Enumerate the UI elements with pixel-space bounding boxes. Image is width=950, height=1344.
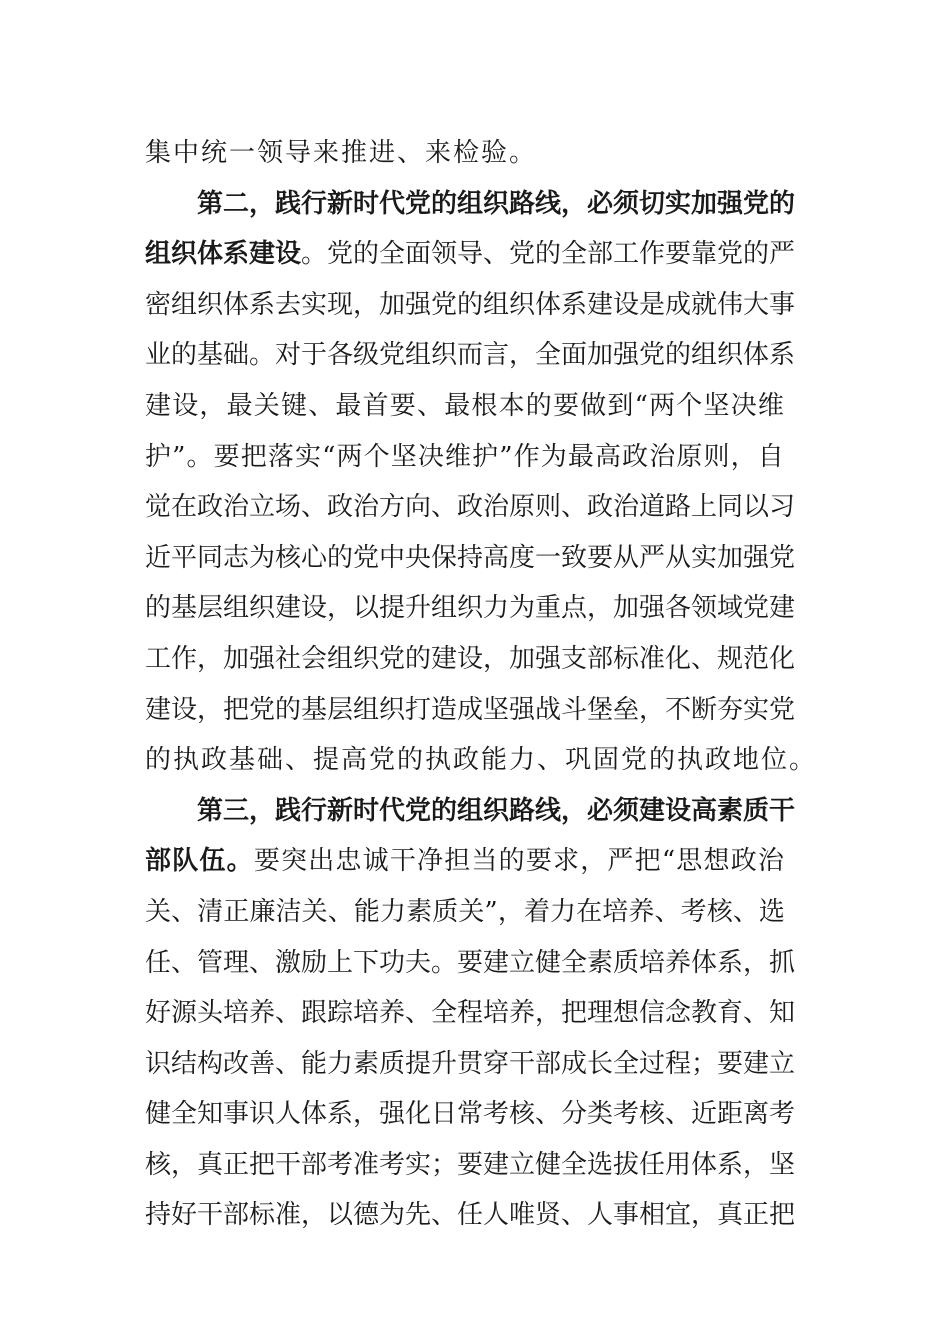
text-run: 的执政基础、提高党的执政能力、巩固党的执政地位。	[145, 745, 818, 776]
text-line	[145, 735, 818, 786]
bold-text: 部队伍。	[145, 846, 254, 877]
text-line	[145, 229, 796, 280]
text-run: 好源头培养、跟踪培养、全程培养，把理想信念教育、知	[145, 998, 796, 1029]
text-line	[145, 938, 796, 989]
text-run: 的基层组织建设，以提升组织力为重点，加强各领域党建	[145, 593, 796, 624]
text-run: 识结构改善、能力素质提升贯穿干部成长全过程；要建立	[145, 1048, 796, 1079]
text-run: 工作，加强社会组织党的建设，加强支部标准化、规范化	[145, 643, 796, 674]
text-line	[145, 1039, 796, 1090]
text-run: 健全知事识人体系，强化日常考核、分类考核、近距离考	[145, 1099, 796, 1130]
text-line	[145, 685, 796, 736]
text-line	[145, 128, 785, 179]
text-line	[145, 280, 796, 331]
text-line	[145, 482, 796, 533]
body-text	[145, 128, 818, 1241]
text-run: 业的基础。对于各级党组织而言，全面加强党的组织体系	[145, 340, 796, 371]
bold-text: 第二，践行新时代党的组织路线，必须切实加强党的	[197, 188, 796, 219]
text-run: 任、管理、激励上下功夫。要建立健全素质培养体系，抓	[145, 947, 796, 978]
text-run: 密组织体系去实现，加强党的组织体系建设是成就伟大事	[145, 289, 796, 320]
text-line	[145, 533, 796, 584]
text-run: 集中统一领导来推进、来检验。	[145, 138, 538, 168]
text-line	[145, 634, 796, 685]
text-run: 核，真正把干部考准考实；要建立健全选拔任用体系，坚	[145, 1149, 796, 1180]
text-line	[145, 330, 796, 381]
text-line	[145, 786, 796, 837]
text-run: 。党的全面领导、党的全部工作要靠党的严	[301, 239, 796, 270]
text-run: 建设，最关键、最首要、最根本的要做到“两个坚决维	[145, 390, 786, 421]
text-line	[145, 1190, 796, 1241]
text-run: 觉在政治立场、政治方向、政治原则、政治道路上同以习	[145, 492, 796, 523]
text-line	[145, 381, 785, 432]
text-run: 护”。要把落实“两个坚决维护”作为最高政治原则，自	[145, 441, 785, 472]
text-run: 建设，把党的基层组织打造成坚强战斗堡垒，不断夯实党	[145, 694, 796, 725]
text-run: 关、清正廉洁关、能力素质关”，着力在培养、考核、选	[145, 896, 786, 927]
text-run: 要突出忠诚干净担当的要求，严把“思想政治	[253, 846, 786, 877]
text-run: 近平同志为核心的党中央保持高度一致要从严从实加强党	[145, 542, 796, 573]
text-line	[145, 1140, 796, 1191]
bold-text: 组织体系建设	[145, 239, 302, 270]
text-line	[145, 836, 785, 887]
bold-text: 第三，践行新时代党的组织路线，必须建设高素质干	[197, 795, 796, 826]
text-line	[145, 179, 796, 230]
text-line	[145, 583, 796, 634]
text-line	[145, 887, 785, 938]
text-line	[145, 988, 796, 1039]
text-line	[145, 432, 785, 483]
text-line	[145, 1089, 796, 1140]
text-run: 持好干部标准，以德为先、任人唯贤、人事相宜，真正把	[145, 1200, 796, 1231]
